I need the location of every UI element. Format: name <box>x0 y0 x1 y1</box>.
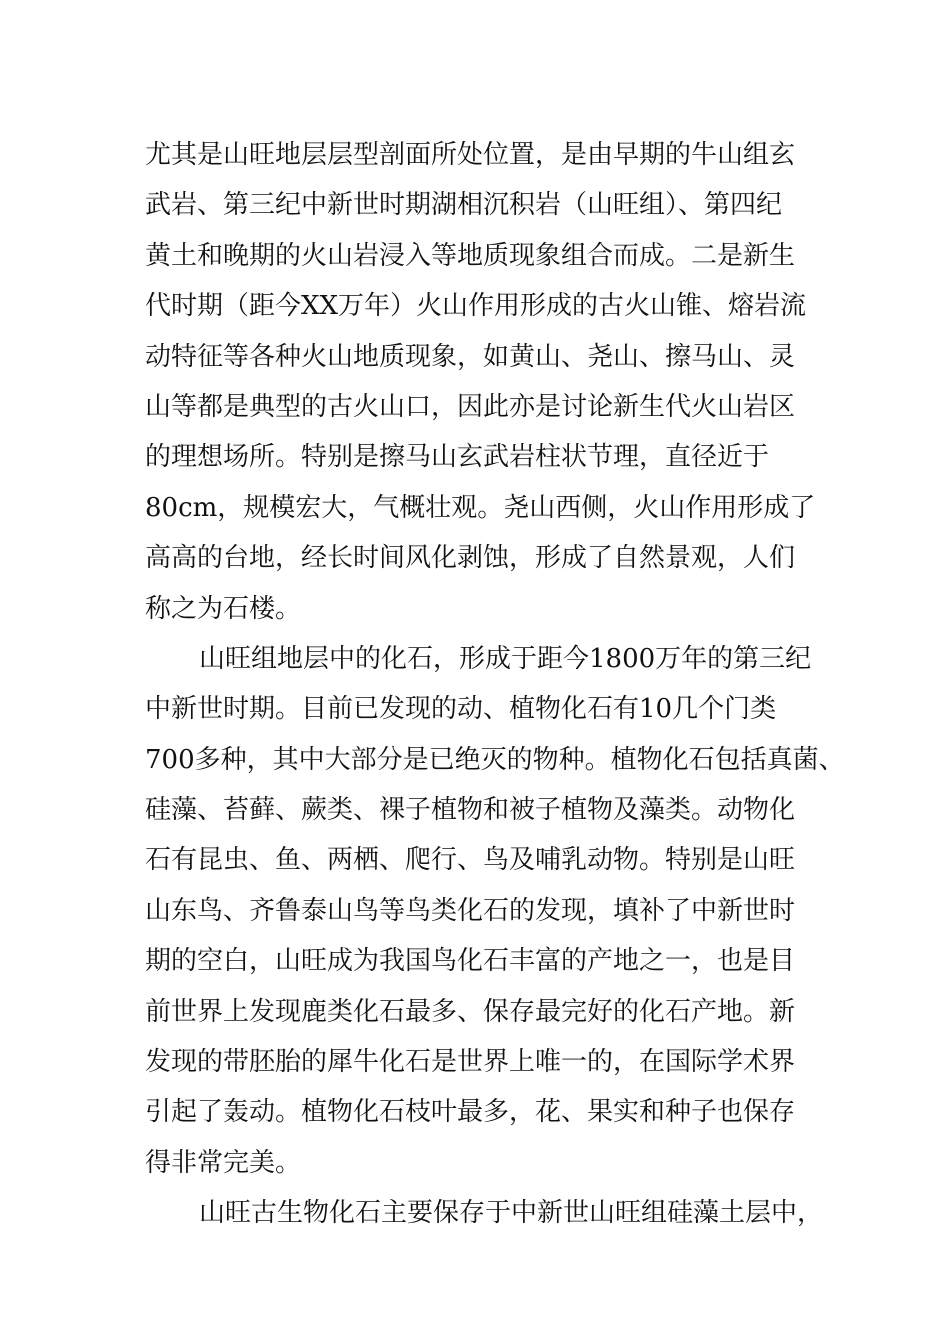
text-line: 山东鸟、齐鲁泰山鸟等鸟类化石的发现，填补了中新世时 <box>145 895 796 926</box>
text-line: 代时期（距今XX万年）火山作用形成的古火山锥、熔岩流 <box>145 291 807 322</box>
paragraph-3 <box>145 1188 845 1238</box>
text-line: 80cm，规模宏大，气概壮观。尧山西侧，火山作用形成了 <box>145 492 816 523</box>
text-line: 硅藻、苔藓、蕨类、裸子植物和被子植物及藻类。动物化 <box>145 795 796 826</box>
document-body <box>145 130 845 1239</box>
text-line: 中新世时期。目前已发现的动、植物化石有10几个门类 <box>145 694 777 725</box>
text-line: 石有昆虫、鱼、两栖、爬行、鸟及哺乳动物。特别是山旺 <box>145 845 796 876</box>
text-line: 尤其是山旺地层层型剖面所处位置，是由早期的牛山组玄 <box>145 140 796 170</box>
text-line: 武岩、第三纪中新世时期湖相沉积岩（山旺组）、第四纪 <box>145 190 783 221</box>
text-line: 山等都是典型的古火山口，因此亦是讨论新生代火山岩区 <box>145 391 796 422</box>
text-line: 发现的带胚胎的犀牛化石是世界上唯一的，在国际学术界 <box>145 1047 796 1078</box>
paragraph-2 <box>145 634 845 1188</box>
text-line: 山旺古生物化石主要保存于中新世山旺组硅藻土层中， <box>199 1198 824 1229</box>
paragraph-1 <box>145 130 845 634</box>
text-line: 称之为石楼。 <box>145 593 302 624</box>
text-line: 引起了轰动。植物化石枝叶最多，花、果实和种子也保存 <box>145 1097 796 1128</box>
text-line: 得非常完美。 <box>145 1147 302 1178</box>
text-line: 山旺组地层中的化石，形成于距今1800万年的第三纪 <box>199 643 812 674</box>
text-line: 期的空白，山旺成为我国鸟化石丰富的产地之一，也是目 <box>145 946 796 977</box>
text-line: 动特征等各种火山地质现象，如黄山、尧山、擦马山、灵 <box>145 341 796 372</box>
text-line: 700多种，其中大部分是已绝灭的物种。植物化石包括真菌、 <box>145 744 845 775</box>
text-line: 的理想场所。特别是擦马山玄武岩柱状节理，直径近于 <box>145 442 770 473</box>
text-line: 黄土和晚期的火山岩浸入等地质现象组合而成。二是新生 <box>145 240 796 271</box>
text-line: 前世界上发现鹿类化石最多、保存最完好的化石产地。新 <box>145 996 796 1027</box>
text-line: 高高的台地，经长时间风化剥蚀，形成了自然景观，人们 <box>145 543 796 574</box>
